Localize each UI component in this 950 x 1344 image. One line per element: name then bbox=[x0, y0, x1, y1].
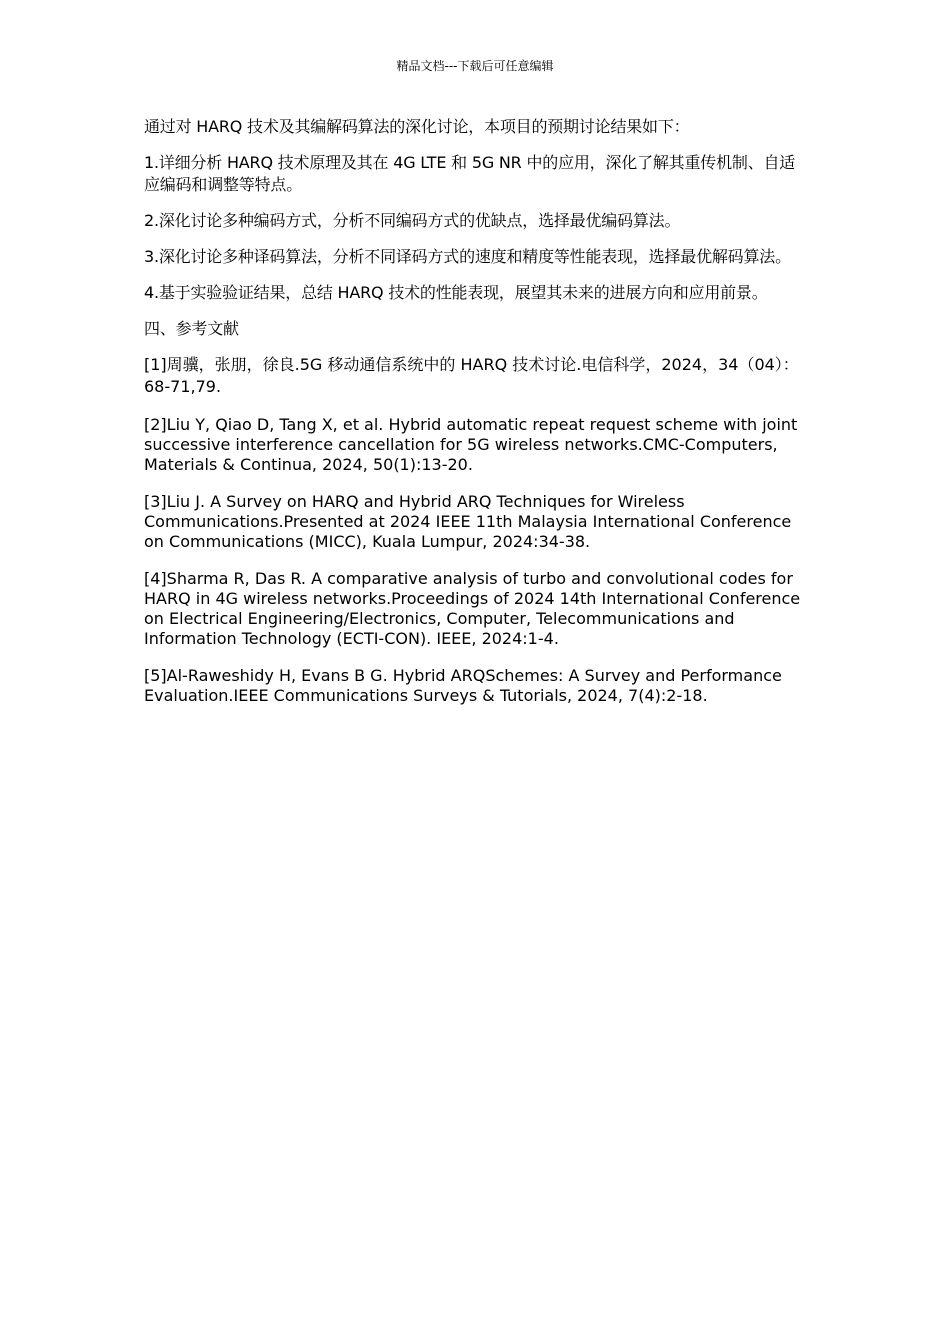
intro-paragraph: 通过对 HARQ 技术及其编解码算法的深化讨论，本项目的预期讨论结果如下： bbox=[144, 117, 690, 136]
page-header: 精品文档---下载后可任意编辑 bbox=[396, 59, 554, 73]
result-item-1: 1.详细分析 HARQ 技术原理及其在 4G LTE 和 5G NR 中的应用，深化了解其重传机制、自适应编码和调整等特点。 bbox=[144, 153, 796, 194]
document-body bbox=[144, 116, 804, 723]
result-item-3: 3.深化讨论多种译码算法，分析不同译码方式的速度和精度等性能表现，选择最优解码算法。 bbox=[144, 247, 791, 266]
reference-2: [2]Liu Y, Qiao D, Tang X, et al. Hybrid automatic repeat request scheme with joint successive interference cancellation for 5G wireless networks.CMC-Computers, Materials & Continua, 2024, 50(1):13-20. bbox=[144, 415, 798, 474]
reference-1: [1]周骥，张朋，徐良.5G 移动通信系统中的 HARQ 技术讨论.电信科学，2024，34（04）：68-71,79. bbox=[144, 355, 799, 396]
reference-5: [5]Al-Raweshidy H, Evans B G. Hybrid ARQSchemes: A Survey and Performance Evaluation.IEEE Communications Surveys & Tutorials, 2024, 7(4):2-18. bbox=[144, 666, 782, 705]
reference-4: [4]Sharma R, Das R. A comparative analysis of turbo and convolutional codes for HARQ in 4G wireless networks.Proceedings of 2024 14th International Conference on Electrical Engineering/Electronics, Computer, Telecommunications and Information Technology (ECTI-CON). IEEE, 2024:1-4. bbox=[144, 569, 801, 648]
result-item-2: 2.深化讨论多种编码方式，分析不同编码方式的优缺点，选择最优编码算法。 bbox=[144, 211, 681, 230]
reference-3: [3]Liu J. A Survey on HARQ and Hybrid ARQ Techniques for Wireless Communications.Presented at 2024 IEEE 11th Malaysia International Conference on Communications (MICC), Kuala Lumpur, 2024:34-38. bbox=[144, 492, 792, 551]
section-title-references: 四、参考文献 bbox=[144, 319, 239, 338]
result-item-4: 4.基于实验验证结果，总结 HARQ 技术的性能表现，展望其未来的进展方向和应用前景。 bbox=[144, 283, 768, 302]
